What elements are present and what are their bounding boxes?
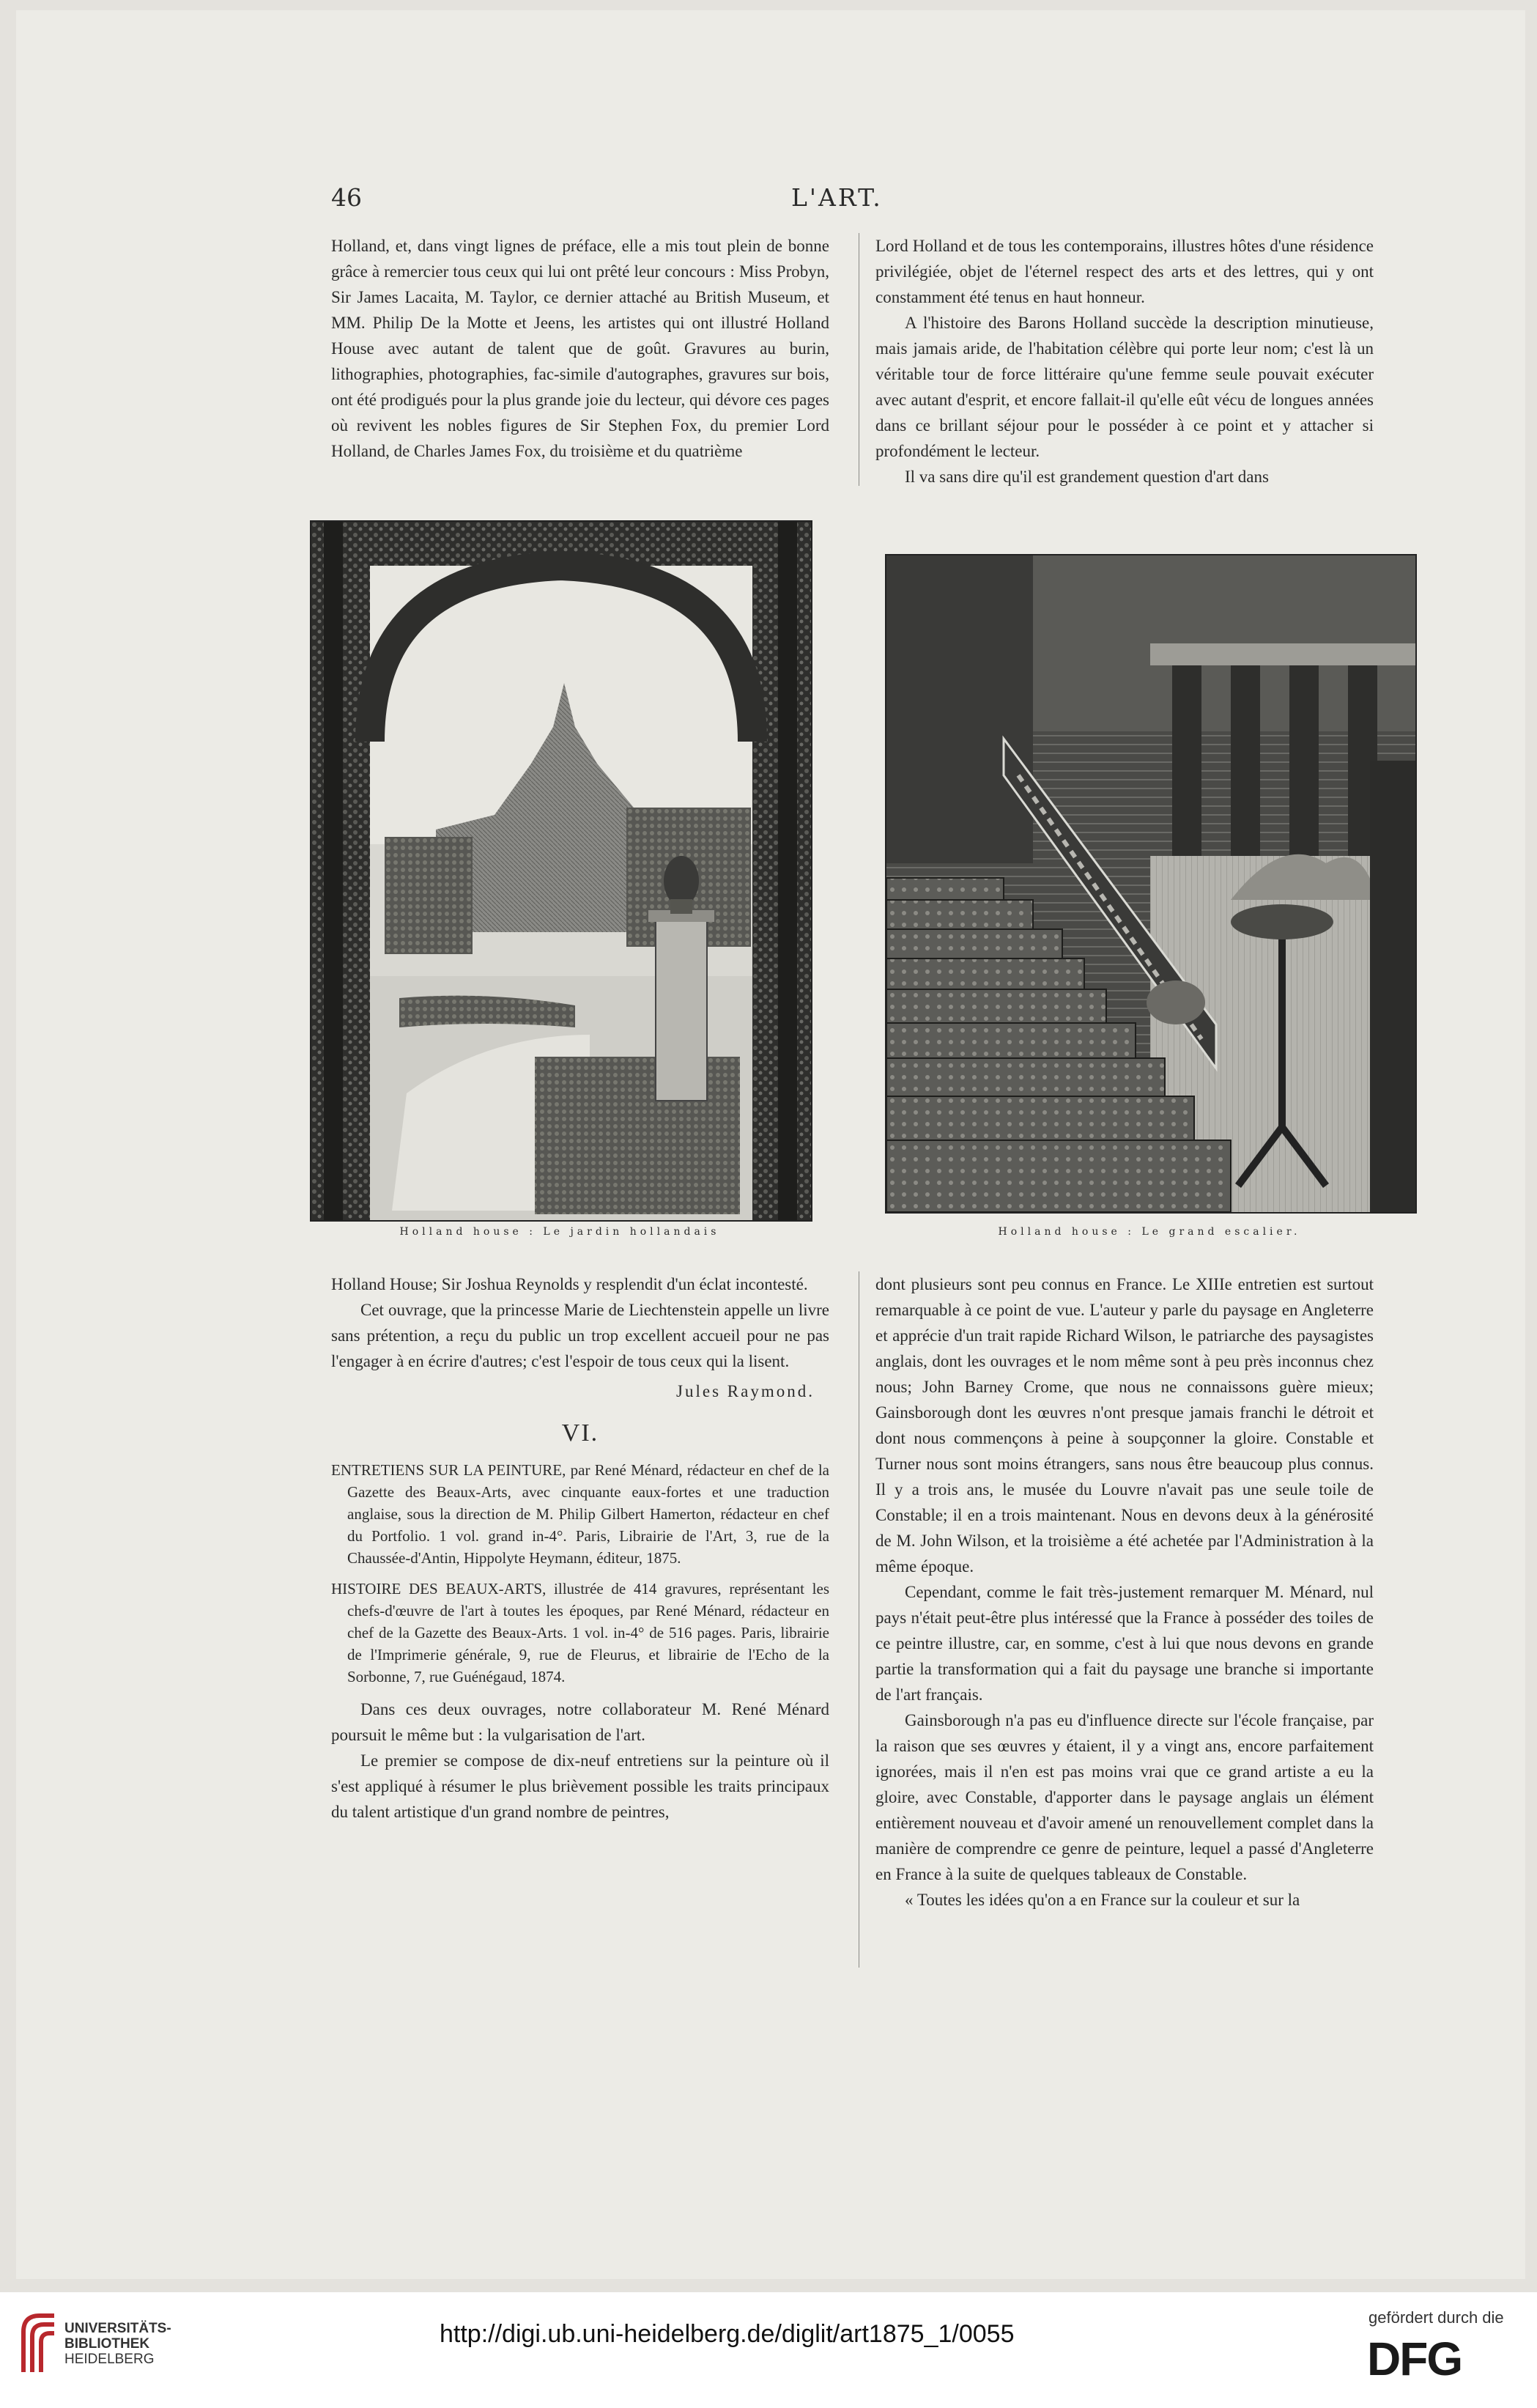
garden-illustration <box>311 522 811 1220</box>
right-bottom-paragraph-3: Gainsborough n'a pas eu d'influence directe sur l'école française, par la raison que ses œuvres y étaient, il y a vingt ans, encore parfaitement ignorées, mais il n'en est pas moins vrai que ce grand artiste a eu la gloire, avec Constable, d'apporter dans le paysage anglais un élément entièrement nouveau et d'avoir amené un renouvellement complet dans la manière de comprendre ce genre de peinture, lequel a passé d'Angleterre en France à la suite de quelques tableaux de Constable. <box>875 1711 1374 1883</box>
left-bottom-paragraph-2: Cet ouvrage, que la princesse Marie de Liechtenstein appelle un livre sans prétention, a reçu du public un trop excellent accueil pour ne pas l'engager à en écrire d'autres; c'est l'espoir de tous ceux qui la lisent. <box>331 1301 829 1370</box>
source-url-link[interactable]: http://digi.ub.uni-heidelberg.de/diglit/art1875_1/0055 <box>440 2320 1015 2348</box>
library-name <box>64 2321 171 2367</box>
left-bottom-paragraph-1: Holland House; Sir Joshua Reynolds y resplendit d'un éclat incontesté. <box>331 1275 808 1293</box>
right-top-paragraph-1: Lord Holland et de tous les contemporains, illustres hôtes d'une résidence privilégiée, objet de l'éternel respect des arts et des lettres, qui y ont constamment été tenus en haut honneur. <box>875 237 1374 306</box>
right-top-paragraph-2: A l'histoire des Barons Holland succède la description minutieuse, mais jamais aride, de l'habitation célèbre qui porte leur nom; c'est là un véritable tour de force littéraire qu'une femme seule pouvait exécuter avec autant d'esprit, et encore fallait-il qu'elle eût vécu de longues années dans ce brillant séjour pour le posséder à ce point et y attacher si profondément le lecteur. <box>875 314 1374 460</box>
journal-title: L'ART. <box>791 183 883 212</box>
page-number: 46 <box>331 183 362 212</box>
right-top-paragraph-3: Il va sans dire qu'il est grandement question d'art dans <box>905 468 1269 486</box>
right-column-top <box>875 233 1374 490</box>
library-line-3: HEIDELBERG <box>64 2352 155 2367</box>
bibliography-entry-2: HISTOIRE DES BEAUX-ARTS, illustrée de 414 gravures, représentant les chefs-d'œuvre de l'art à toutes les époques, par René Ménard, rédacteur en chef de la Gazette des Beaux-Arts. 1 vol. in-4° de 516 pages. Paris, librairie de l'Imprimerie générale, 9, rue de Fleurus, et librairie de l'Echo de la Sorbonne, 7, rue Guénégaud, 1874. <box>331 1580 829 1685</box>
right-column-bottom <box>875 1271 1374 1913</box>
left-bottom-paragraph-4: Le premier se compose de dix-neuf entretiens sur la peinture où il s'est appliqué à résumer le plus brièvement possible les traits principaux du talent artistique d'un grand nombre de peintres, <box>331 1751 829 1821</box>
ub-heidelberg-logo-icon <box>16 2310 62 2376</box>
garden-engraving <box>310 520 812 1222</box>
right-bottom-paragraph-2: Cependant, comme le fait très-justement remarquer M. Ménard, nul pays n'était peut-être plus intéressé que la France à posséder des toiles de ce peintre illustre, car, en somme, c'est à lui que nous devons en grande partie la transformation qui a fait du paysage une branche si importante de l'art français. <box>875 1583 1374 1704</box>
left-column-top <box>331 233 829 464</box>
right-bottom-paragraph-4: « Toutes les idées qu'on a en France sur la couleur et sur la <box>905 1891 1300 1909</box>
left-column-bottom <box>331 1271 829 1825</box>
staircase-engraving <box>885 554 1417 1214</box>
library-line-2: BIBLIOTHEK <box>64 2336 150 2352</box>
right-bottom-paragraph-1: dont plusieurs sont peu connus en France. Le XIIIe entretien est surtout remarquable à ce point de vue. L'auteur y parle du paysage en Angleterre et apprécie d'un trait rapide Richard Wilson, le patriarche des paysagistes anglais, dont les ouvrages et le nom même sont à peu près inconnus chez nous; John Barney Crome, que nous ne connaissons guère mieux; Gainsborough dont les œuvres n'ont presque jamais franchi le détroit et dont nous commençons à peine à soupçonner la gloire. Constable et Turner nous sont moins étrangers, sans nous être beaucoup plus connus. Il y a trois ans, le musée du Louvre n'avait pas une seule toile de Constable; il en a trois maintenant. Nous en devons deux à la générosité de M. John Wilson, et la troisième a été achetée par l'Administration à la même époque. <box>875 1275 1374 1576</box>
garden-caption: Holland house : Le jardin hollandais <box>399 1226 720 1238</box>
staircase-illustration <box>886 555 1415 1212</box>
staircase-caption: Holland house : Le grand escalier. <box>998 1226 1301 1238</box>
left-bottom-paragraph-3: Dans ces deux ouvrages, notre collaborateur M. René Ménard poursuit le même but : la vulgarisation de l'art. <box>331 1700 829 1744</box>
library-line-1: UNIVERSITÄTS- <box>64 2321 171 2336</box>
dfg-logo: DFG <box>1367 2333 1462 2385</box>
author-signature: Jules Raymond. <box>676 1382 815 1400</box>
left-top-paragraph: Holland, et, dans vingt lignes de préface, elle a mis tout plein de bonne grâce à remercier tous ceux qui lui ont prêté leur concours : Miss Probyn, Sir James Lacaita, M. Taylor, ce dernier attaché au British Museum, et MM. Philip De la Motte et Jeens, les artistes qui ont illustré Holland House avec autant de talent que de goût. Gravures au burin, lithographies, photographies, fac-simile d'autographes, gravures sur bois, ont été prodigués pour la plus grande joie du lecteur, qui dévore ces pages où revivent les nobles figures de Sir Stephen Fox, du premier Lord Holland, de Charles James Fox, du troisième et du quatrième <box>331 237 829 460</box>
bibliography-entry-1: ENTRETIENS SUR LA PEINTURE, par René Ménard, rédacteur en chef de la Gazette des Beaux-Arts, avec cinquante eaux-fortes et une traduction anglaise, sous la direction de M. Philip Gilbert Hamerton, rédacteur en chef du Portfolio. 1 vol. grand in-4°. Paris, Librairie de l'Art, 3, rue de la Chaussée-d'Antin, Hippolyte Heymann, éditeur, 1875. <box>331 1461 829 1567</box>
funded-by-text: gefördert durch die <box>1369 2308 1504 2327</box>
section-heading: VI. <box>561 1419 599 1447</box>
